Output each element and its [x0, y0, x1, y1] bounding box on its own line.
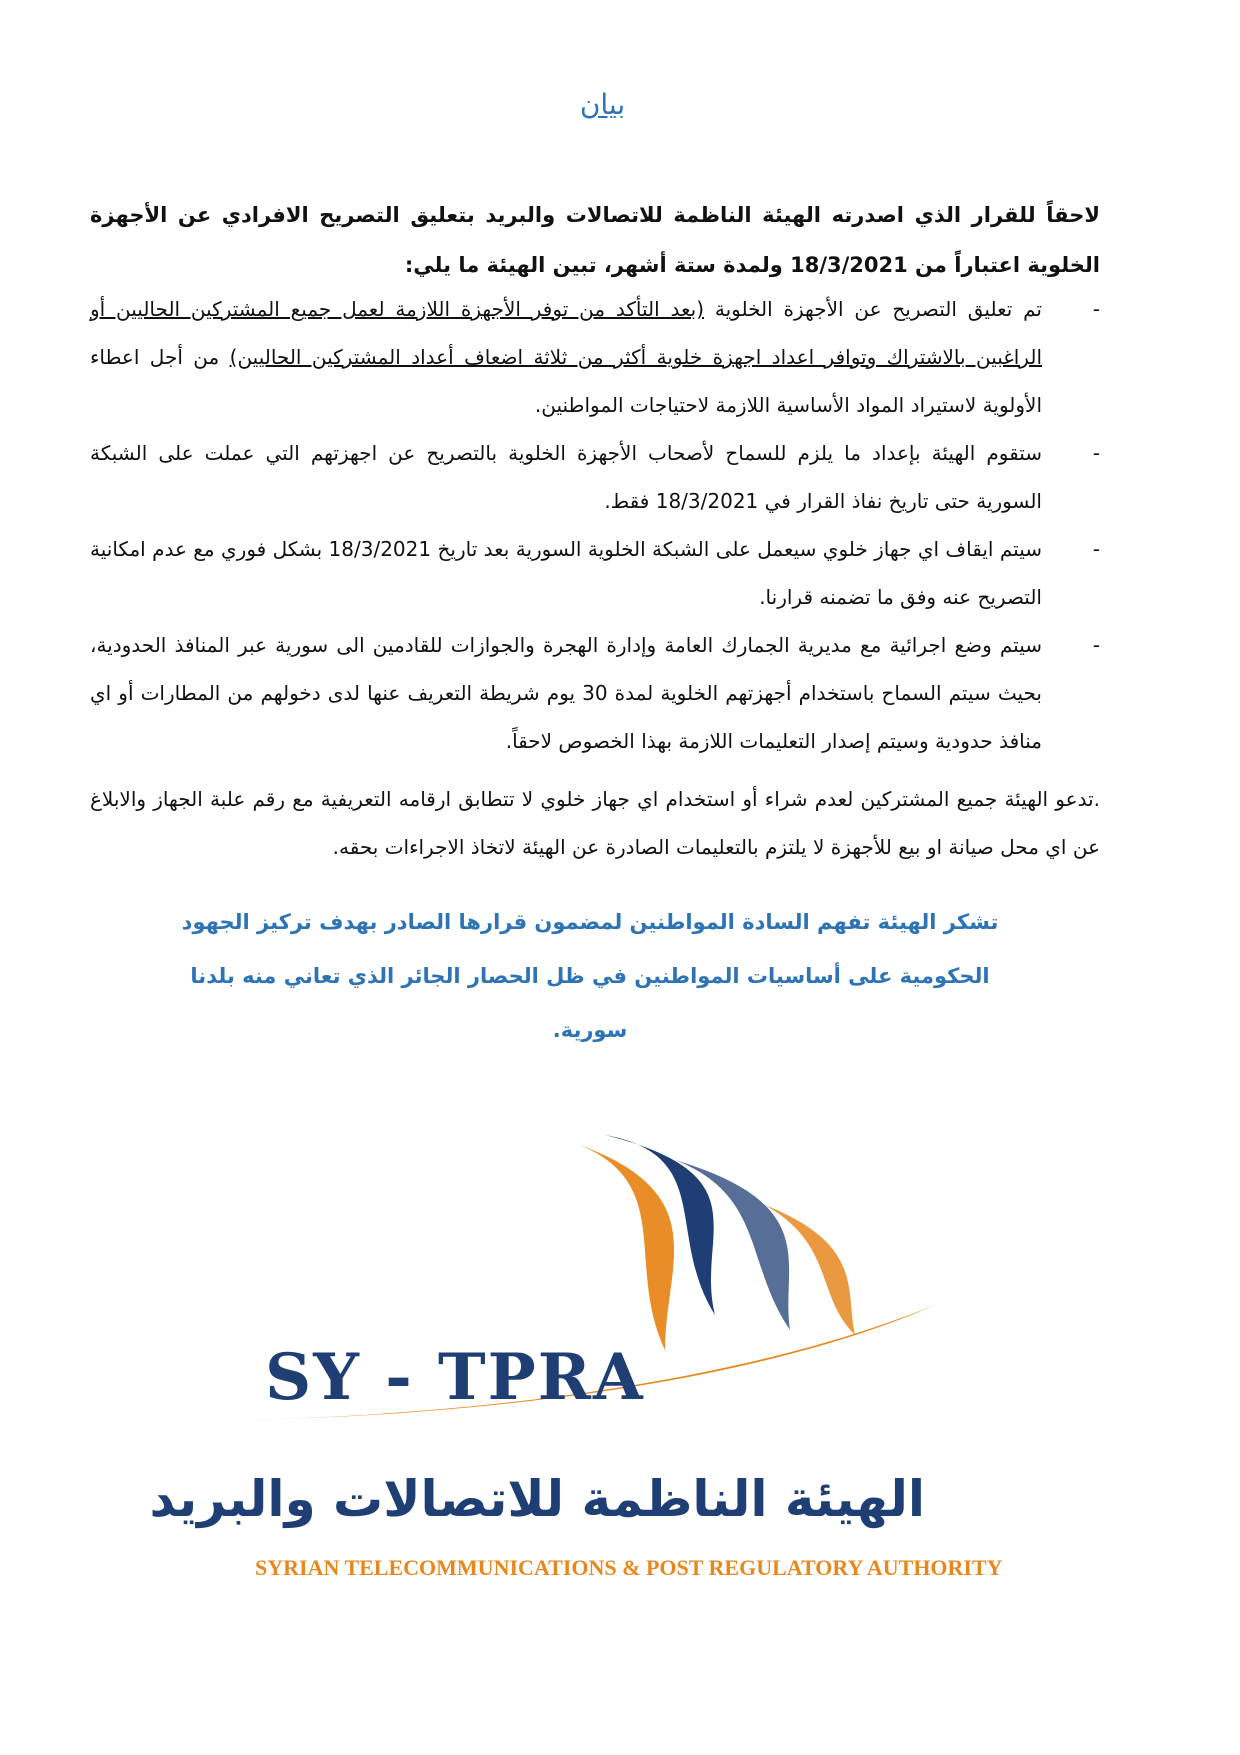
list-item	[90, 525, 1100, 621]
item-text: من أجل اعطاء الأولوية لاستيراد المواد الأساسية اللازمة لاحتياجات المواطنين.	[90, 345, 1042, 417]
item-text: سيتم ايقاف اي جهاز خلوي سيعمل على الشبكة الخلوية السورية بعد تاريخ 18/3/2021 بشكل فوري مع عدم امكانية التصريح عنه وفق ما تضمنه قرارنا.	[90, 537, 1042, 609]
page-title: بيان	[579, 88, 626, 121]
item-text: سيتم وضع اجرائية مع مديرية الجمارك العامة وإدارة الهجرة والجوازات للقادمين الى سورية عبر المنافذ الحدودية، بحيث سيتم السماح باستخدام أجهزتهم الخلوية لمدة 30 يوم شريطة التعريف عنها لدى دخولهم من المطارات أو اي منافذ حدودية وسيتم إصدار التعليمات اللازمة بهذا الخصوص لاحقاً.	[90, 633, 1042, 753]
list-item	[90, 429, 1100, 525]
item-text: ستقوم الهيئة بإعداد ما يلزم للسماح لأصحاب الأجهزة الخلوية بالتصريح عن اجهزتهم التي عملت على الشبكة السورية حتى تاريخ نفاذ القرار في 18/3/2021 فقط.	[90, 441, 1042, 513]
list-item	[90, 621, 1100, 765]
bullet-dash: -	[1092, 441, 1100, 465]
thanks-paragraph: تشكر الهيئة تفهم السادة المواطنين لمضمون قرارها الصادر بهدف تركيز الجهود الحكومية على أساسيات المواطنين في ظل الحصار الجائر الذي تعاني منه بلدنا سورية.	[181, 910, 999, 1042]
authority-logo	[149, 1115, 1003, 1615]
item-underlined-text: (بعد التأكد من توفر الأجهزة اللازمة لعمل جميع المشتركين الحاليين أو الراغبين بالاشتراك وتوافر اعداد اجهزة خلوية أكثر من ثلاثة اضعاف أعداد المشتركين الحاليين)	[90, 297, 1042, 369]
item-text: تم تعليق التصريح عن الأجهزة الخلوية	[704, 297, 1042, 321]
list-item	[90, 285, 1100, 429]
bullet-dash: -	[1092, 633, 1100, 657]
bullet-dash: -	[1092, 537, 1100, 561]
bullet-list	[90, 285, 1100, 765]
logo-arabic-name: الهيئة الناظمة للاتصالات والبريد	[149, 1470, 925, 1528]
logo-code-text: SY - TPRA	[265, 1340, 645, 1415]
logo-english-name: SYRIAN TELECOMMUNICATIONS & POST REGULATORY AUTHORITY	[255, 1555, 1003, 1580]
bullet-dash: -	[1092, 297, 1100, 321]
call-paragraph: .تدعو الهيئة جميع المشتركين لعدم شراء أو استخدام اي جهاز خلوي لا تتطابق ارقامه التعريفية مع رقم علبة الجهاز والابلاغ عن اي محل صيانة او بيع للأجهزة لا يلتزم بالتعليمات الصادرة عن الهيئة لاتخاذ الاجراءات بحقه.	[90, 787, 1100, 859]
intro-paragraph: لاحقاً للقرار الذي اصدرته الهيئة الناظمة للاتصالات والبريد بتعليق التصريح الافرادي عن الأجهزة الخلوية اعتباراً من 18/3/2021 ولمدة ستة أشهر، تبين الهيئة ما يلي:	[90, 203, 1100, 277]
